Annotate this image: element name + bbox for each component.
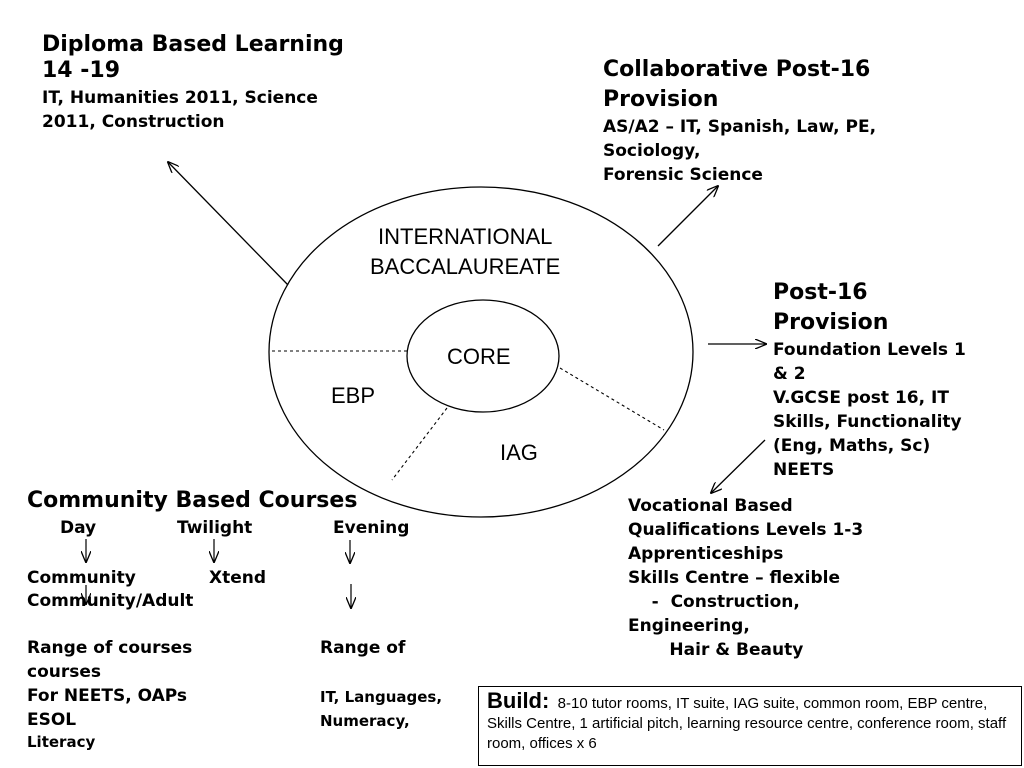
community-title: Community Based Courses [27,488,358,513]
collab-title-1: Collaborative Post-16 [603,57,871,82]
diploma-block [42,30,344,134]
community-neets: For NEETS, OAPs [27,686,188,706]
divider-right [560,368,664,430]
post16-block [773,278,966,482]
vocational-line-5: - Construction, [628,592,800,612]
vocational-line-6: Engineering, [628,616,750,636]
build-title: Build: [487,688,550,713]
diploma-line-2: 2011, Construction [42,112,225,132]
post16-line-4: Skills, Functionality [773,412,962,432]
diploma-title-2: 14 -19 [42,58,121,83]
collab-line-1: AS/A2 – IT, Spanish, Law, PE, [603,117,877,137]
community-it-lang: IT, Languages, [320,688,443,706]
post16-line-5: (Eng, Maths, Sc) [773,436,931,456]
collab-block [603,55,876,187]
community-literacy: Literacy [27,733,96,751]
arrow-vocational [711,440,765,493]
vocational-line-4: Skills Centre – flexible [628,568,841,588]
community-community: Community [27,568,136,588]
vocational-line-3: Apprenticeships [628,544,784,564]
community-xtend: Xtend [209,568,267,588]
community-evening: Evening [333,518,410,538]
ib-label-1: INTERNATIONAL [378,224,553,249]
community-esol: ESOL [27,710,77,730]
ebp-label: EBP [331,383,376,408]
collab-line-2: Sociology, [603,141,701,161]
post16-line-3: V.GCSE post 16, IT [773,388,949,408]
post16-title-2: Provision [773,310,889,335]
collab-title-2: Provision [603,87,719,112]
community-day: Day [60,518,97,538]
diploma-line-1: IT, Humanities 2011, Science [42,88,318,108]
community-community-adult: Community/Adult [27,591,194,611]
collab-line-3: Forensic Science [603,165,763,185]
post16-line-2: & 2 [773,364,806,384]
iag-label: IAG [500,440,538,465]
vocational-block [628,494,863,662]
diploma-title-1: Diploma Based Learning [42,32,344,57]
vocational-line-1: Vocational Based [628,496,793,516]
post16-line-6: NEETS [773,460,835,480]
core-label: CORE [447,344,511,369]
vocational-line-7: Hair & Beauty [628,640,804,660]
community-numeracy: Numeracy, [320,712,410,730]
divider-bottom [392,408,447,480]
build-box [478,686,1022,766]
community-courses: courses [27,662,102,682]
build-text: 8-10 tutor rooms, IT suite, IAG suite, common room, EBP centre, Skills Centre, 1 artificial pitch, learning resource centre, conference room, staff room, offices x 6 [487,695,1007,752]
arrow-collab [658,186,718,246]
community-twilight: Twilight [177,518,253,538]
community-range-1: Range of courses [27,638,193,658]
community-range-2: Range of [320,638,406,658]
ib-label-2: BACCALAUREATE [370,254,561,279]
post16-line-1: Foundation Levels 1 [773,340,966,360]
arrow-diploma [168,162,288,285]
vocational-line-2: Qualifications Levels 1-3 [628,520,864,540]
post16-title-1: Post-16 [773,280,868,305]
